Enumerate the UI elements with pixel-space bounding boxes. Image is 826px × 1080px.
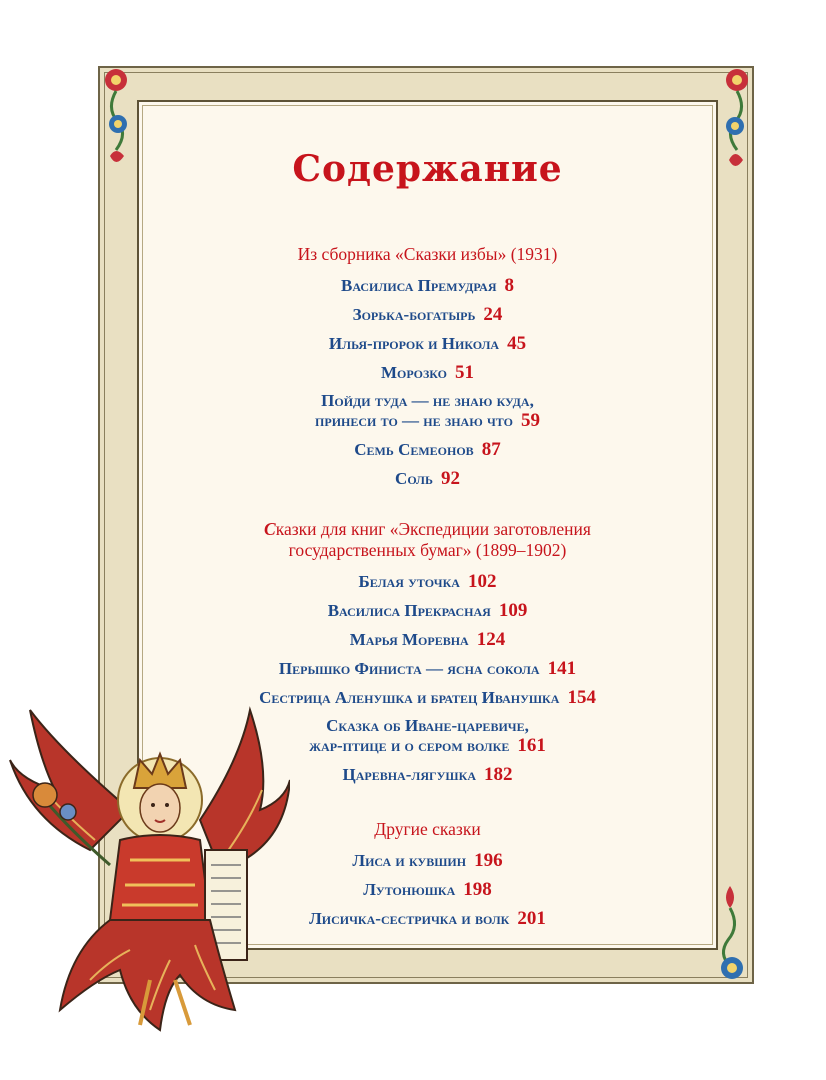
entry-title: Семь Семеонов [354, 440, 474, 459]
section-heading: Из сборника «Сказки избы» (1931) [297, 244, 558, 264]
entry-title: Белая уточка [358, 572, 460, 591]
entry-page-number: 109 [498, 600, 528, 621]
entry-title-line-1: Сказка об Иване-царевиче, [326, 716, 529, 735]
section-heading [137, 519, 718, 561]
toc-entry[interactable] [137, 362, 718, 383]
entry-page-number: 161 [517, 735, 546, 756]
entry-page-number: 87 [481, 439, 501, 460]
entry-title: Лутонюшка [363, 880, 456, 899]
entry-title: Соль [395, 469, 433, 488]
entry-page-number: 102 [467, 571, 497, 592]
toc-entry[interactable] [137, 391, 718, 431]
entry-page-number: 141 [547, 658, 577, 679]
toc-entry[interactable] [137, 658, 718, 679]
entry-page-number: 8 [504, 275, 515, 296]
entry-page-number: 198 [463, 879, 492, 900]
toc-entry[interactable] [137, 468, 718, 489]
entry-title: Василиса Премудрая [340, 276, 497, 295]
page-title: Содержание [292, 148, 563, 190]
entry-title: Илья-пророк и Никола [328, 334, 500, 353]
entry-page-number: 182 [483, 764, 513, 785]
entry-title: Перышко Финиста — ясна сокола [278, 659, 540, 678]
entry-page-number: 124 [476, 629, 506, 650]
toc-entry[interactable] [137, 629, 718, 650]
entry-title: Зорька-богатырь [352, 305, 476, 324]
entry-title: Царевна-лягушка [342, 765, 476, 784]
entry-title-line-2: принеси то — не знаю что [315, 411, 513, 430]
entry-title: Лисичка-сестричка и волк [309, 909, 510, 928]
entry-title: Марья Моревна [349, 630, 469, 649]
toc-entry[interactable] [137, 571, 718, 592]
section-heading-line-2: государственных бумаг» (1899–1902) [288, 540, 567, 560]
toc-entry[interactable] [137, 600, 718, 621]
entry-page-number: 196 [474, 850, 503, 871]
section-heading-line-1: казки для книг «Экспедиции заготовления [275, 519, 591, 539]
entry-page-number: 24 [483, 304, 503, 325]
entry-page-number: 154 [567, 687, 596, 708]
entry-title: Лиса и кувшин [352, 851, 467, 870]
entry-title: Морозко [380, 363, 448, 382]
entry-title-line-2: жар-птице и о сером волке [309, 736, 510, 755]
toc-entry[interactable] [137, 275, 718, 296]
drop-initial: С [264, 519, 276, 539]
entry-page-number: 45 [507, 333, 527, 354]
entry-page-number: 59 [520, 410, 540, 431]
entry-page-number: 201 [517, 908, 546, 929]
entry-title: Сестрица Аленушка и братец Иванушка [259, 688, 560, 707]
entry-page-number: 92 [440, 468, 460, 489]
toc-entry[interactable] [137, 304, 718, 325]
toc-entry[interactable] [137, 333, 718, 354]
sirin-bird-illustration [0, 690, 290, 1040]
section-heading: Другие сказки [374, 819, 481, 839]
entry-title: Василиса Прекрасная [327, 601, 491, 620]
entry-page-number: 51 [455, 362, 475, 383]
entry-title-line-1: Пойди туда — не знаю куда, [321, 391, 534, 410]
toc-entry[interactable] [137, 439, 718, 460]
